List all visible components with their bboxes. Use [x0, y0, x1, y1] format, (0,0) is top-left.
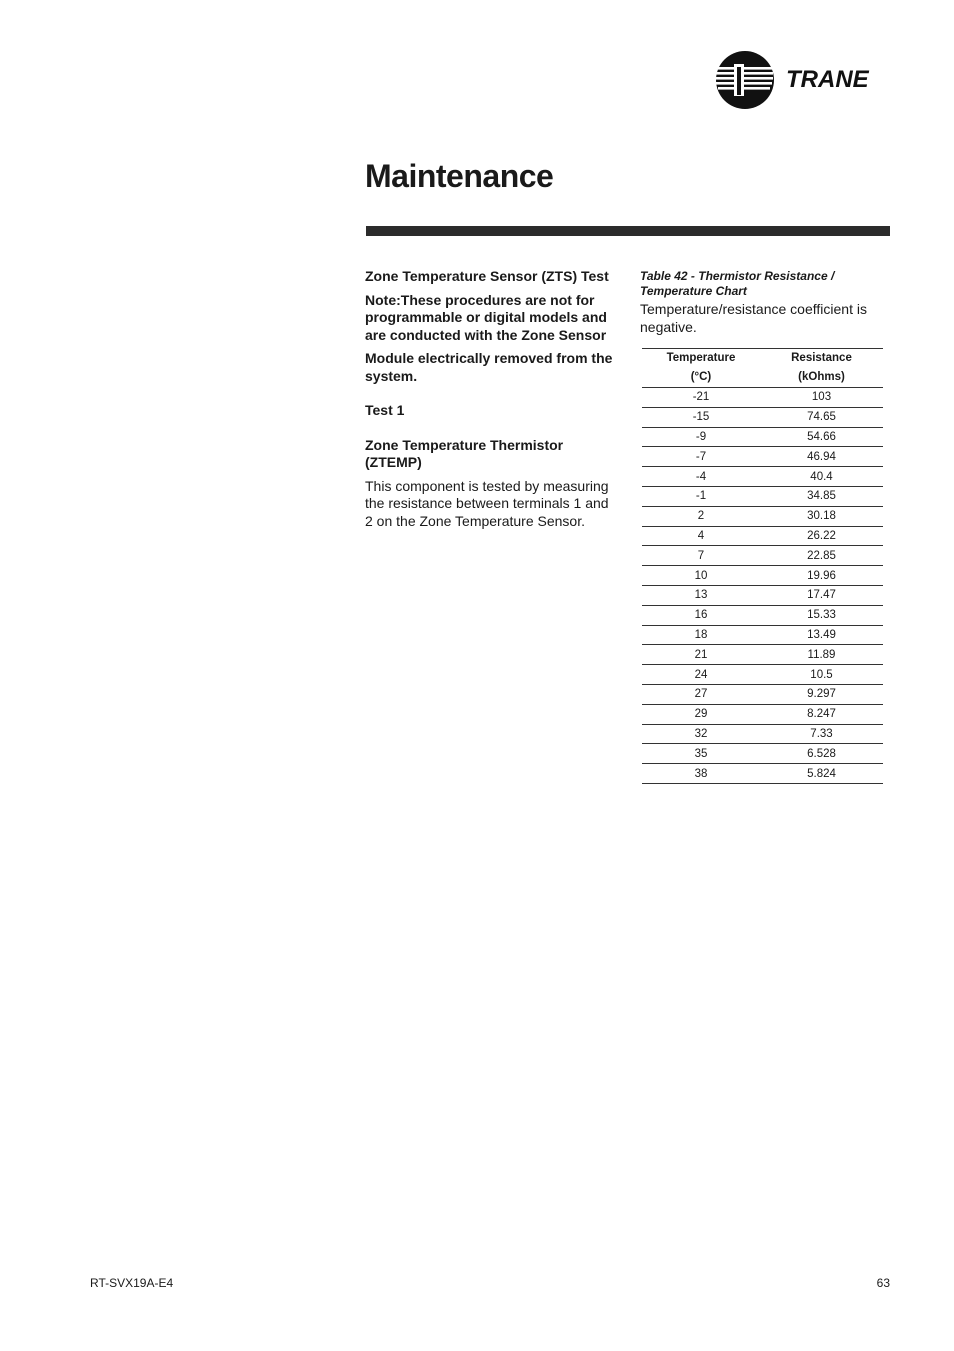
component-heading: Zone Temperature Thermistor (ZTEMP) — [365, 436, 564, 470]
trane-logo — [714, 50, 894, 110]
resistance-cell: 103 — [760, 388, 883, 408]
temperature-cell: -15 — [642, 407, 760, 427]
resistance-header — [760, 349, 883, 388]
resistance-cell: 10.5 — [760, 665, 883, 685]
resistance-cell: 15.33 — [760, 605, 883, 625]
table-row — [642, 407, 883, 427]
doc-code: RT-SVX19A-E4 — [90, 1276, 174, 1290]
table-row — [642, 506, 883, 526]
resistance-cell: 46.94 — [760, 447, 883, 467]
resistance-cell: 8.247 — [760, 704, 883, 724]
resistance-cell: 40.4 — [760, 467, 883, 487]
resistance-cell: 6.528 — [760, 744, 883, 764]
resistance-cell: 34.85 — [760, 486, 883, 506]
table-row — [642, 427, 883, 447]
temperature-cell: 32 — [642, 724, 760, 744]
temperature-cell: 2 — [642, 506, 760, 526]
table-row — [642, 744, 883, 764]
resistance-cell: 17.47 — [760, 585, 883, 605]
page-title: Maintenance — [365, 158, 554, 194]
table-row — [642, 645, 883, 665]
temperature-cell: 16 — [642, 605, 760, 625]
resistance-cell: 74.65 — [760, 407, 883, 427]
resistance-cell: 13.49 — [760, 625, 883, 645]
resistance-cell: 19.96 — [760, 566, 883, 586]
temperature-cell: -4 — [642, 467, 760, 487]
body-text: This component is tested by measuring the resistance between terminals 1 and 2 on the Zone Temperature Sensor. — [365, 477, 609, 529]
left-column — [365, 268, 617, 530]
page-number: 63 — [876, 1276, 890, 1290]
resistance-cell: 22.85 — [760, 546, 883, 566]
resistance-header-line1: Resistance — [791, 352, 852, 364]
temperature-cell: 4 — [642, 526, 760, 546]
temperature-cell: -9 — [642, 427, 760, 447]
table-row — [642, 665, 883, 685]
table-row — [642, 526, 883, 546]
temperature-header-line2: (°C) — [690, 371, 712, 383]
table-row — [642, 546, 883, 566]
table-row — [642, 625, 883, 645]
resistance-cell: 5.824 — [760, 764, 883, 784]
table-row — [642, 388, 883, 408]
temperature-cell: -7 — [642, 447, 760, 467]
temperature-cell: 24 — [642, 665, 760, 685]
temperature-cell: 7 — [642, 546, 760, 566]
temperature-cell: 27 — [642, 684, 760, 704]
temperature-cell: 13 — [642, 585, 760, 605]
test-heading: Test 1 — [365, 402, 405, 418]
table-row — [642, 704, 883, 724]
table-row — [642, 486, 883, 506]
resistance-cell: 7.33 — [760, 724, 883, 744]
table-row — [642, 605, 883, 625]
table-row — [642, 585, 883, 605]
temperature-header — [642, 349, 760, 388]
resistance-cell: 11.89 — [760, 645, 883, 665]
brand-wordmark: TRANE — [786, 66, 869, 93]
temperature-cell: 21 — [642, 645, 760, 665]
resistance-cell: 26.22 — [760, 526, 883, 546]
resistance-cell: 54.66 — [760, 427, 883, 447]
table-row — [642, 724, 883, 744]
temperature-cell: -21 — [642, 388, 760, 408]
resistance-header-line2: (kOhms) — [798, 371, 845, 383]
table-body — [642, 388, 883, 784]
thermistor-table — [642, 348, 883, 784]
table-caption: Table 42 - Thermistor Resistance / Temperature Chart — [640, 269, 835, 298]
resistance-cell: 30.18 — [760, 506, 883, 526]
temperature-cell: 18 — [642, 625, 760, 645]
temperature-cell: 10 — [642, 566, 760, 586]
procedure-note: Note:These procedures are not for programmable or digital models and are conducted with the Zone Sensor — [365, 291, 607, 343]
temperature-cell: 29 — [642, 704, 760, 724]
table-row — [642, 684, 883, 704]
table-header-row — [642, 349, 883, 388]
title-rule — [366, 226, 890, 236]
temperature-header-line1: Temperature — [666, 352, 736, 364]
temperature-cell: 35 — [642, 744, 760, 764]
section-heading: Zone Temperature Sensor (ZTS) Test — [365, 268, 609, 284]
right-column — [640, 269, 892, 336]
table-row — [642, 467, 883, 487]
temperature-cell: 38 — [642, 764, 760, 784]
table-note: Temperature/resistance coefficient is negative. — [640, 301, 867, 335]
temperature-cell: -1 — [642, 486, 760, 506]
table-row — [642, 566, 883, 586]
resistance-cell: 9.297 — [760, 684, 883, 704]
table-row — [642, 764, 883, 784]
table-row — [642, 447, 883, 467]
module-note: Module electrically removed from the system. — [365, 350, 613, 384]
